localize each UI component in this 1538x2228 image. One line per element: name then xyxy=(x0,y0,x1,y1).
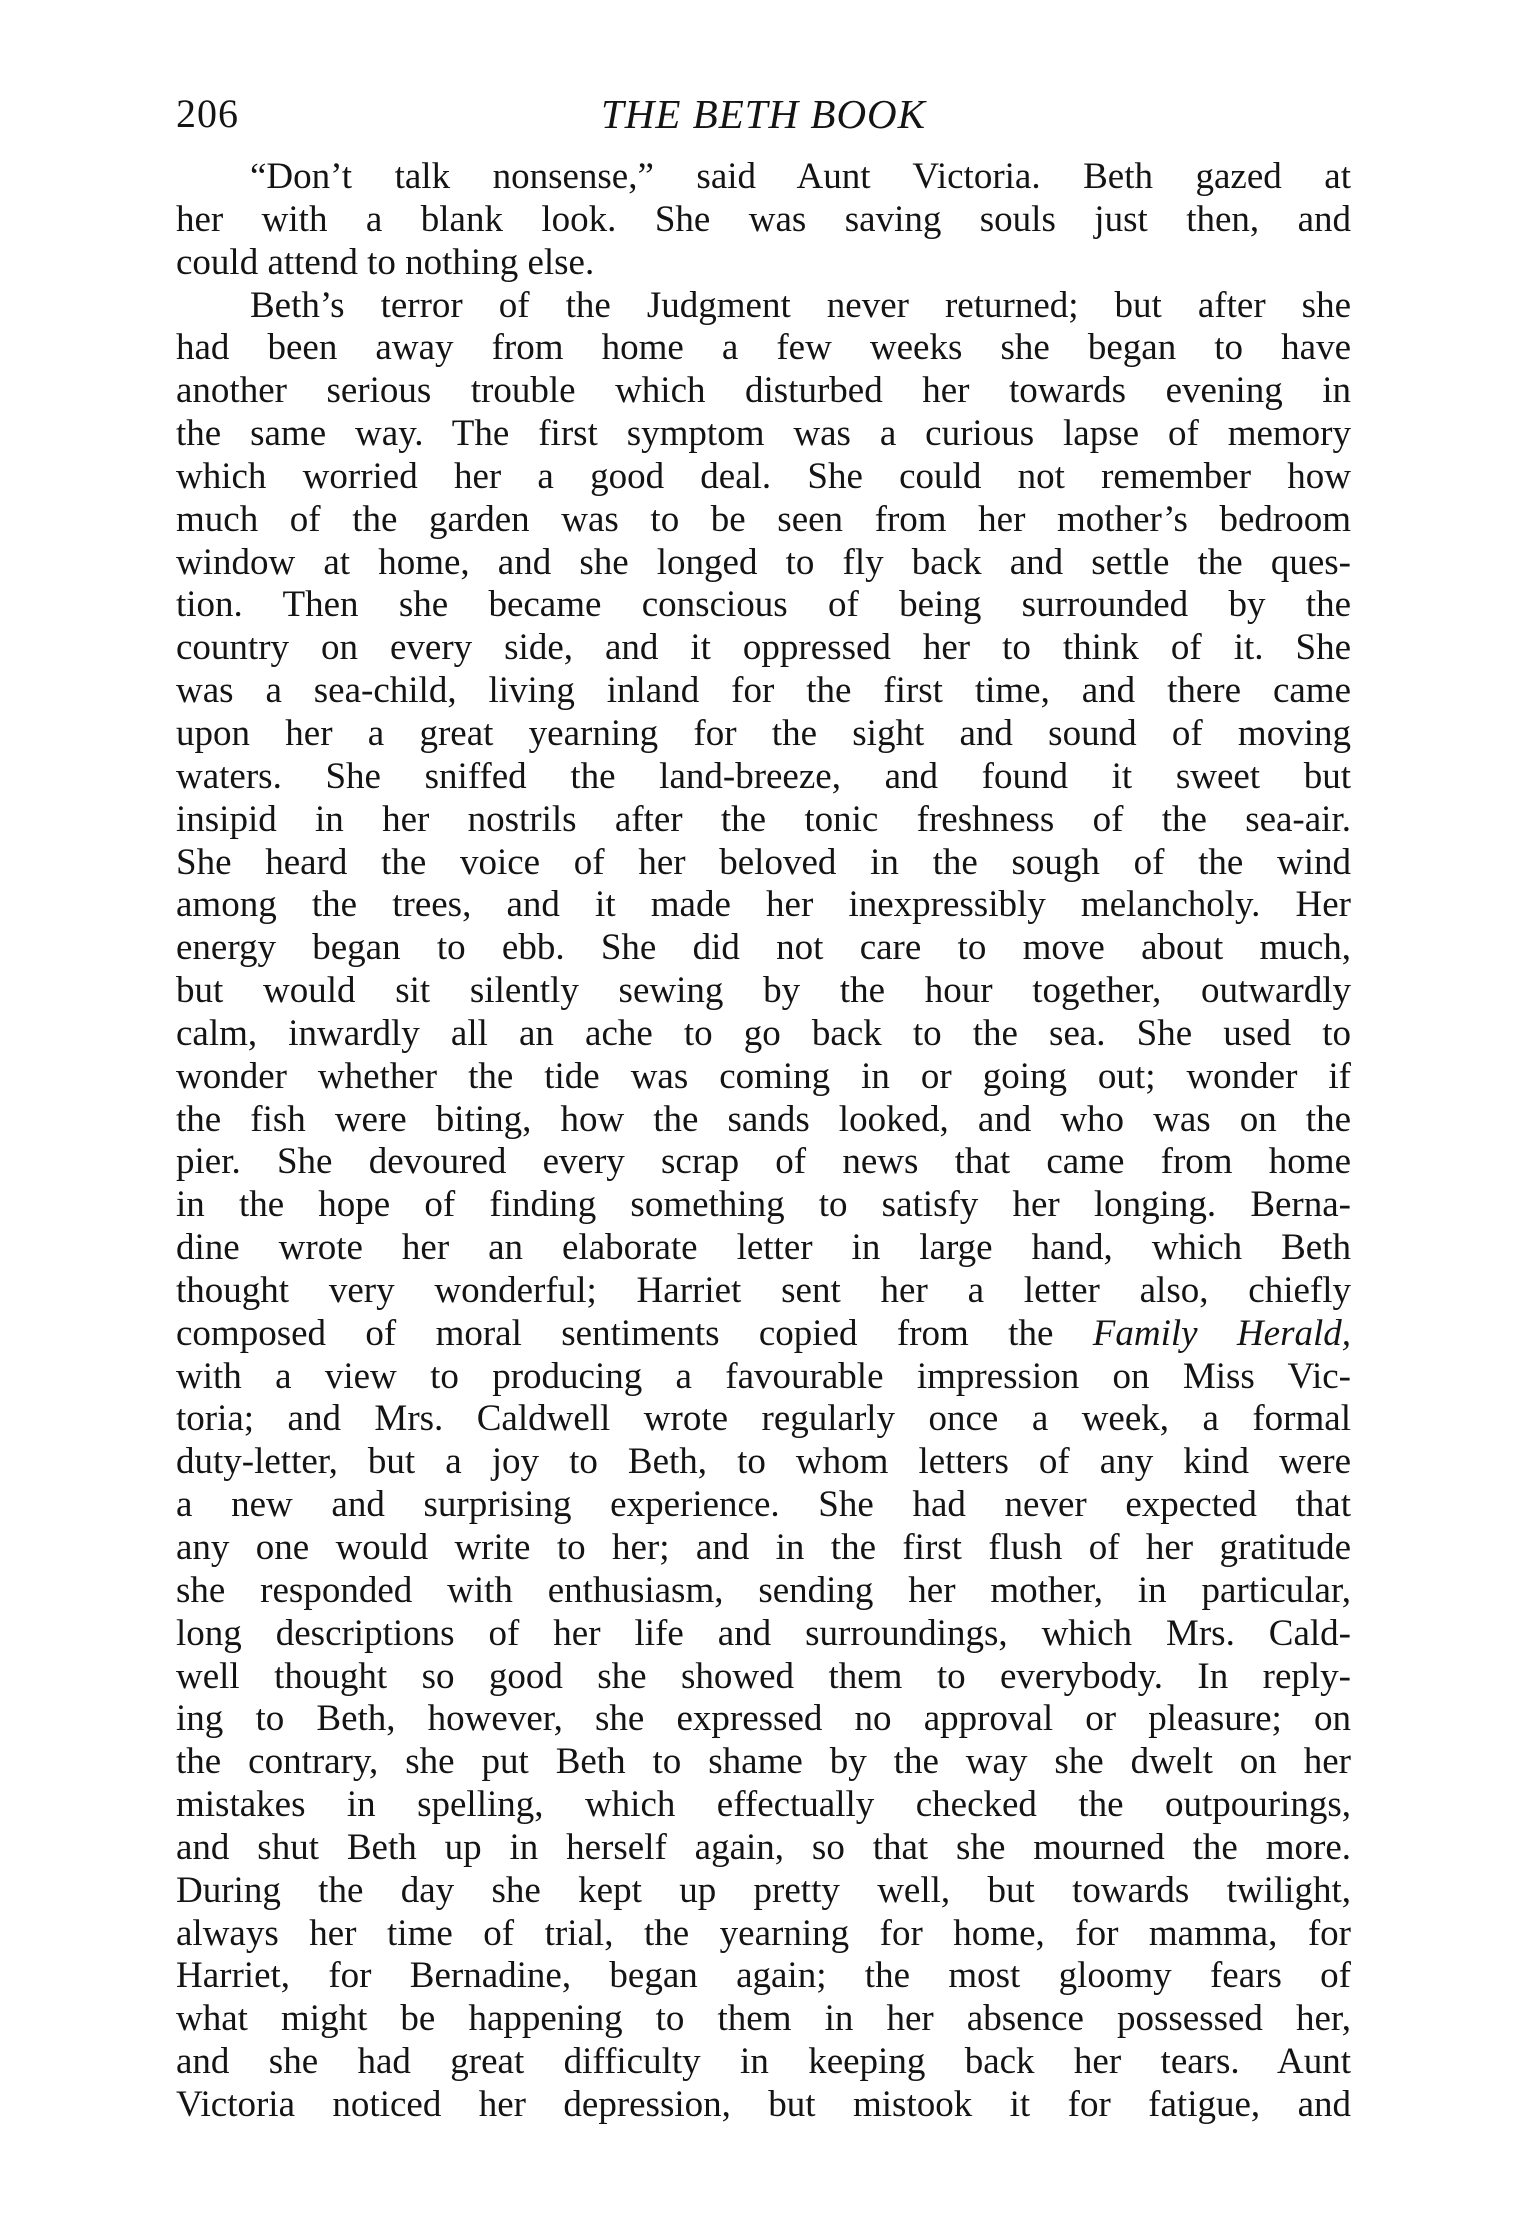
text-line: well thought so good she showed them to everybody. In reply- xyxy=(176,1655,1351,1697)
text-line: the contrary, she put Beth to shame by the way she dwelt on her xyxy=(176,1741,1351,1783)
text-line: wonder whether the tide was coming in or going out; wonder if xyxy=(176,1055,1351,1097)
running-head: THE BETH BOOK xyxy=(600,91,927,137)
text-line: always her time of trial, the yearning for home, for mamma, for xyxy=(176,1912,1351,1954)
text-line: was a sea-child, living inland for the first time, and there came xyxy=(176,670,1351,712)
page-number: 206 xyxy=(176,91,239,136)
text-line: but would sit silently sewing by the hour together, outwardly xyxy=(176,970,1351,1012)
text-line: among the trees, and it made her inexpressibly melancholy. Her xyxy=(176,884,1351,926)
text-line: long descriptions of her life and surroundings, which Mrs. Cald- xyxy=(176,1612,1351,1654)
text-line: thought very wonderful; Harriet sent her a letter also, chiefly xyxy=(176,1269,1351,1311)
text-line: pier. She devoured every scrap of news that came from home xyxy=(176,1141,1351,1183)
text-line: toria; and Mrs. Caldwell wrote regularly once a week, a formal xyxy=(176,1398,1351,1440)
text-line: upon her a great yearning for the sight and sound of moving xyxy=(176,712,1351,754)
text-line: she responded with enthusiasm, sending her mother, in particular, xyxy=(176,1569,1351,1611)
text-line: which worried her a good deal. She could not remember how xyxy=(176,455,1351,497)
text-line: tion. Then she became conscious of being surrounded by the xyxy=(176,584,1351,626)
text-line: country on every side, and it oppressed her to think of it. She xyxy=(176,627,1351,669)
text-line: dine wrote her an elaborate letter in large hand, which Beth xyxy=(176,1227,1351,1269)
text-line: and she had great difficulty in keeping back her tears. Aunt xyxy=(176,2041,1351,2083)
text-line: window at home, and she longed to fly back and settle the ques- xyxy=(176,541,1351,583)
text-segment: composed of moral sentiments copied from the xyxy=(176,1312,1054,1354)
italic-title: Family Herald, xyxy=(1092,1312,1351,1354)
text-line: ing to Beth, however, she expressed no approval or pleasure; on xyxy=(176,1698,1351,1740)
text-line: what might be happening to them in her absence possessed her, xyxy=(176,1998,1351,2040)
text-line: Beth’s terror of the Judgment never returned; but after she xyxy=(250,284,1351,326)
text-line: any one would write to her; and in the first flush of her gratitude xyxy=(176,1527,1351,1568)
text-line: and shut Beth up in herself again, so that she mourned the more. xyxy=(176,1826,1351,1868)
text-line: a new and surprising experience. She had never expected that xyxy=(176,1484,1351,1526)
text-line: mistakes in spelling, which effectually checked the outpourings, xyxy=(176,1784,1351,1826)
text-line: duty-letter, but a joy to Beth, to whom letters of any kind were xyxy=(176,1441,1351,1483)
text-line: “Don’t talk nonsense,” said Aunt Victoria. Beth gazed at xyxy=(250,156,1351,197)
body-text xyxy=(176,156,1351,2127)
text-line: the fish were biting, how the sands looked, and who was on the xyxy=(176,1098,1351,1140)
text-line: insipid in her nostrils after the tonic freshness of the sea-air. xyxy=(176,798,1351,840)
text-line: waters. She sniffed the land-breeze, and found it sweet but xyxy=(176,755,1351,797)
text-line: energy began to ebb. She did not care to move about much, xyxy=(176,927,1351,969)
text-line: calm, inwardly all an ache to go back to the sea. She used to xyxy=(176,1012,1351,1054)
text-line: She heard the voice of her beloved in the sough of the wind xyxy=(176,841,1351,883)
text-line: had been away from home a few weeks she began to have xyxy=(176,327,1351,369)
text-line: Victoria noticed her depression, but mistook it for fatigue, and xyxy=(176,2083,1351,2125)
text-line: in the hope of finding something to satisfy her longing. Berna- xyxy=(176,1184,1351,1226)
text-line: her with a blank look. She was saving souls just then, and xyxy=(176,198,1351,240)
text-line: with a view to producing a favourable impression on Miss Vic- xyxy=(176,1355,1351,1397)
text-line-with-italic-title xyxy=(176,1313,1351,1356)
text-line: Harriet, for Bernadine, began again; the most gloomy fears of xyxy=(176,1955,1351,1997)
text-line: could attend to nothing else. xyxy=(176,241,595,283)
text-line: much of the garden was to be seen from her mother’s bedroom xyxy=(176,498,1351,540)
text-line: another serious trouble which disturbed her towards evening in xyxy=(176,370,1351,412)
text-line: During the day she kept up pretty well, but towards twilight, xyxy=(176,1869,1351,1911)
text-line: the same way. The first symptom was a curious lapse of memory xyxy=(176,413,1351,455)
page-header xyxy=(176,84,1351,144)
